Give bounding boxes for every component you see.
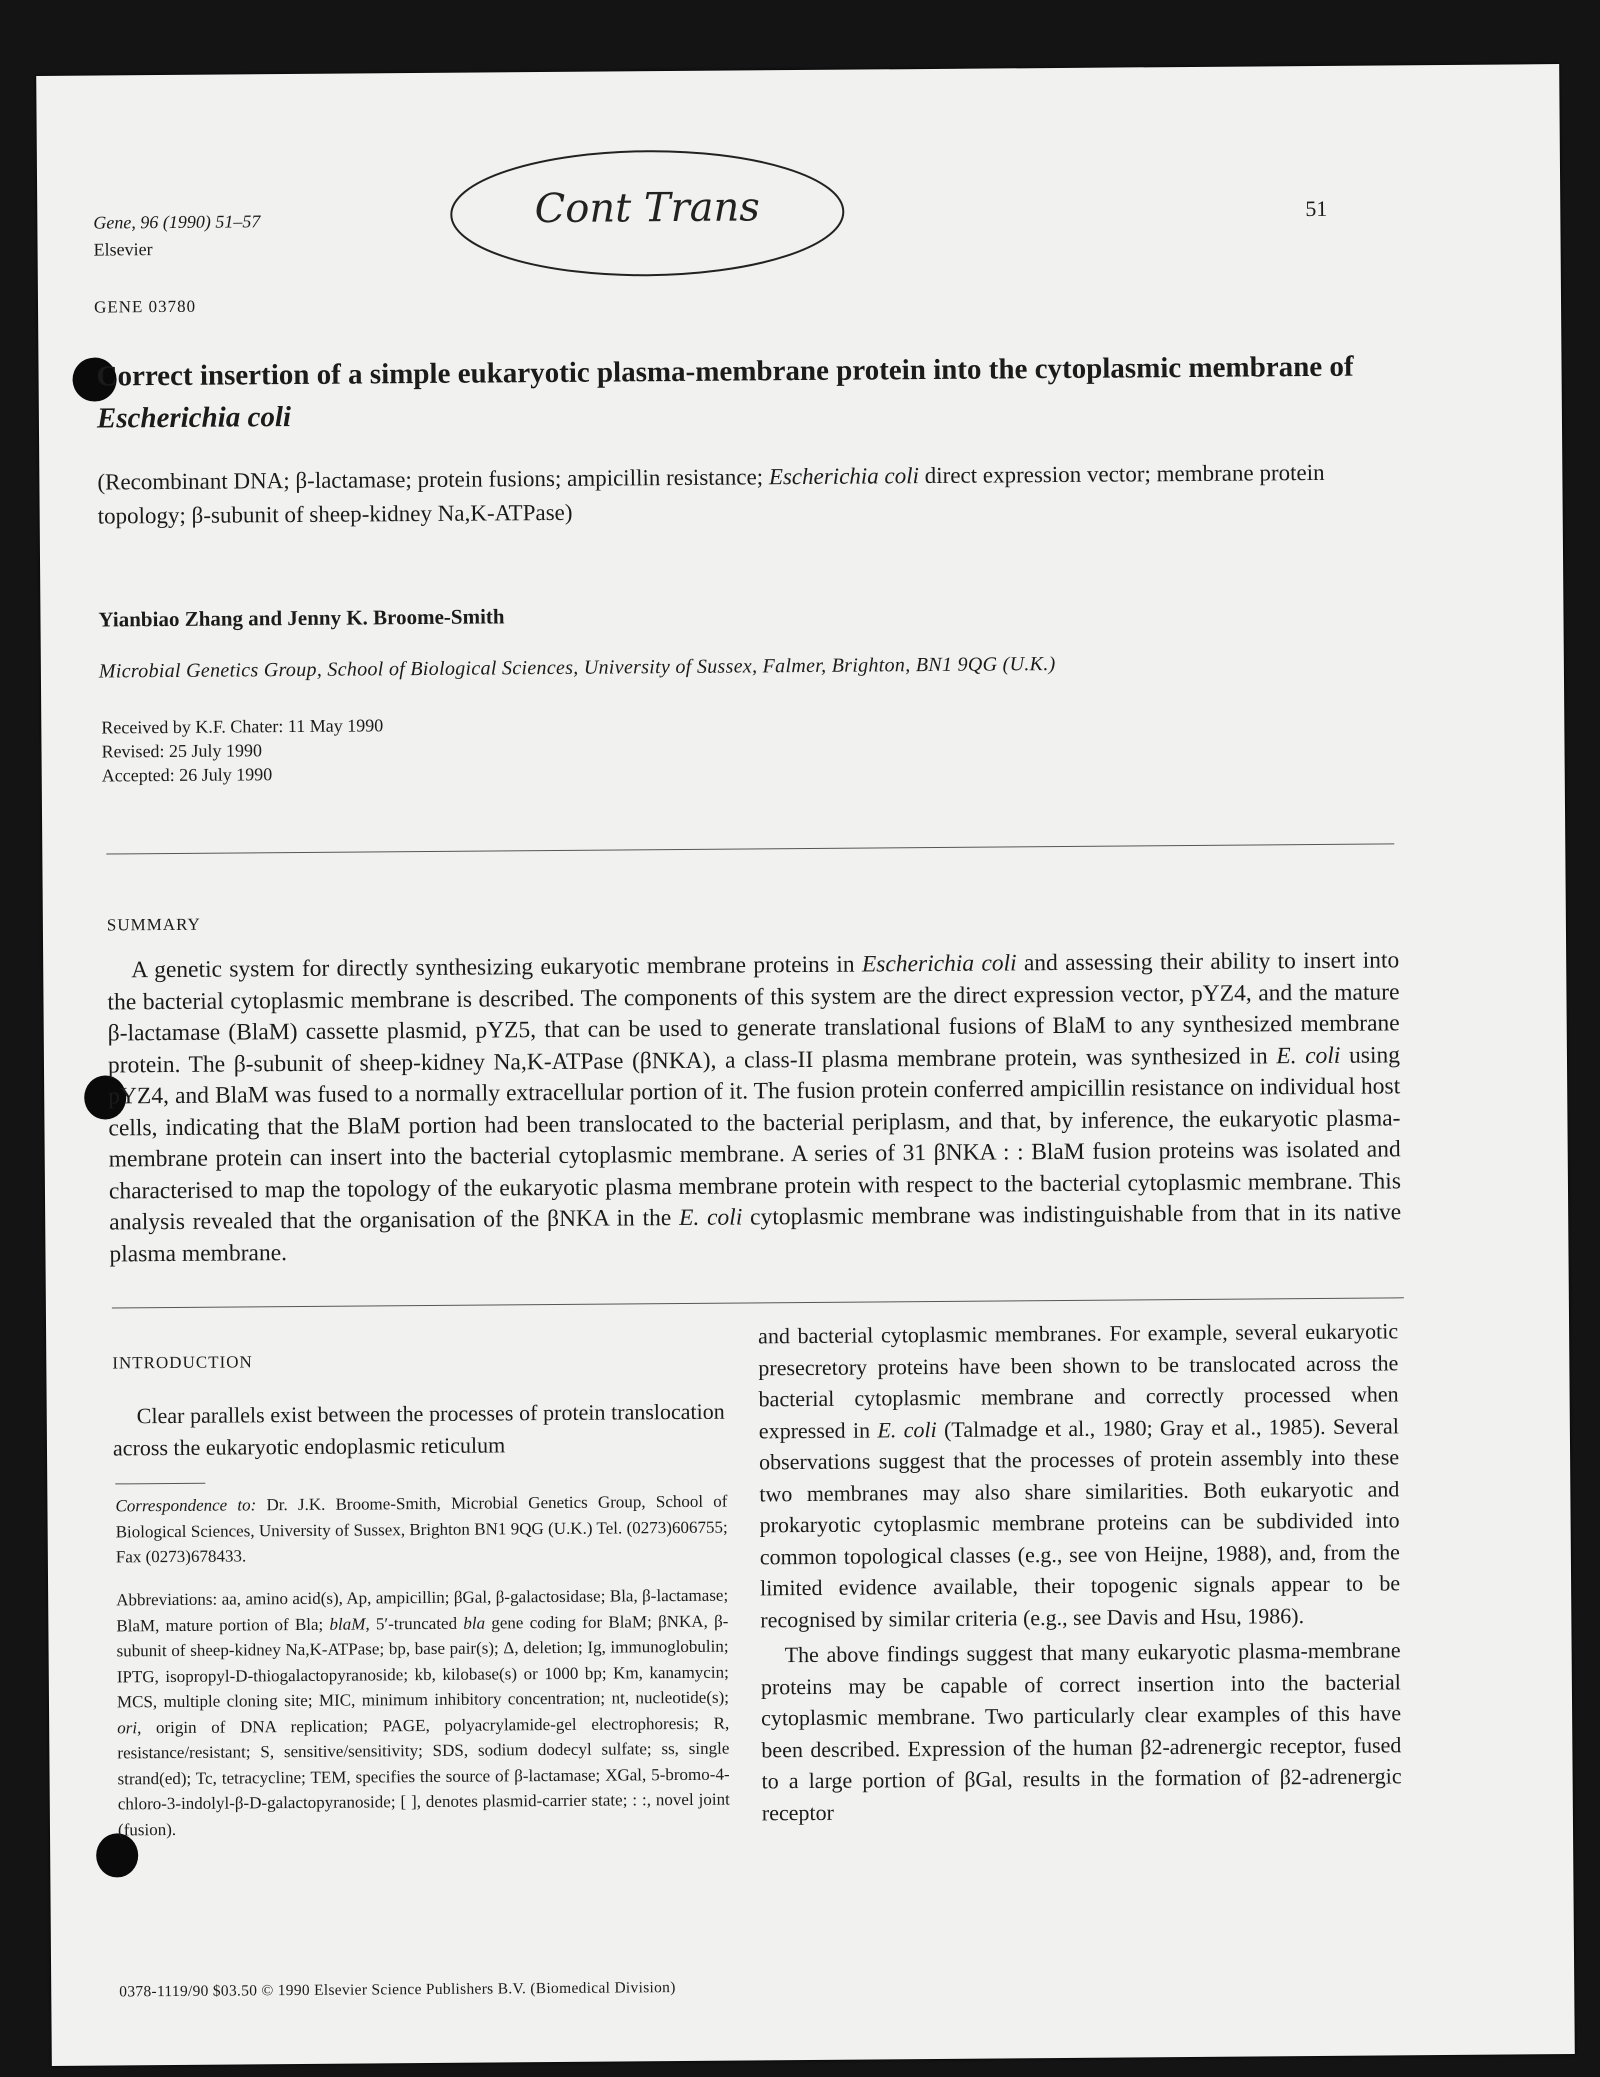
summary-part-4: cytoplasmic membrane was indistinguishable from that in its native plasma membrane.	[109, 1199, 1402, 1267]
title-main: Correct insertion of a simple eukaryotic plasma-membrane protein into the cytoplasmic membrane of	[96, 350, 1354, 393]
keywords-line2: protein topology; β-subunit of sheep-kidney Na,K-ATPase)	[97, 459, 1325, 529]
journal-line-2: Elsevier	[93, 239, 153, 260]
keywords	[97, 455, 1387, 533]
received-history	[101, 713, 383, 787]
gene-code: GENE 03780	[93, 296, 197, 317]
summary-part-2: and assessing their ability to insert into the bacterial cytoplasmic membrane is described. The components of this system are the direct expression vector, pYZ4, and the mature β-lactamase (BlaM) cassette plasmid, pYZ5, that can be used to generate translational fusions of BlaM to any synthesized membrane protein. The β-subunit of sheep-kidney Na,K-ATPase (βNKA), a class-II plasma membrane protein, was synthesized in	[107, 947, 1400, 1078]
introduction-heading: INTRODUCTION	[112, 1352, 253, 1373]
summary-heading: SUMMARY	[106, 914, 201, 935]
abbrev-part-d: , origin of DNA replication; PAGE, polyacrylamide-gel electrophoresis; R, resistance/resistant; S, sensitive/sensitivity; SDS, sodium dodecyl sulfate; ss, single strand(ed); Tc, tetracycline; TEM, specifies the source of β-lactamase; XGal, 5-bromo-4-chloro-3-indolyl-β-D-galactopyranoside; [ ], denotes plasmid-carrier state; : :, novel joint (fusion).	[117, 1713, 730, 1839]
rule-below-summary	[112, 1297, 1404, 1308]
accepted-date: Accepted: 26 July 1990	[101, 764, 273, 786]
abbreviations-note	[116, 1583, 730, 1843]
keywords-italic: Escherichia coli	[768, 463, 920, 490]
handwritten-annotation	[447, 142, 853, 285]
summary-italic-3: E. coli	[678, 1204, 743, 1231]
footer-copyright: 0378-1119/90 $03.50 © 1990 Elsevier Science Publishers B.V. (Biomedical Division)	[119, 1979, 676, 2001]
summary-italic-1: Escherichia coli	[861, 950, 1017, 978]
summary-part-3: using pYZ4, and BlaM was fused to a normally extracellular portion of it. The fusion protein conferred ampicillin resistance on individual host cells, indicating that the BlaM portion had been translocated to the bacterial periplasm, and that, by inference, the eukaryotic plasma-membrane protein can insert into the bacterial cytoplasmic membrane. A series of 31 βNKA : : BlaM fusion proteins was isolated and characterised to map the topology of the eukaryotic plasma membrane protein with respect to the bacterial cytoplasmic membrane. This analysis revealed that the organisation of the βNKA in the	[108, 1041, 1402, 1236]
paper-page	[36, 64, 1575, 2066]
right-p1-part-b: (Talmadge et al., 1980; Gray et al., 1985). Several observations suggest that the processes of protein assembly into these two membranes may also share similarities. Both eukaryotic and prokaryotic cytoplasmic membrane proteins can be subdivided into common topological classes (e.g., see von Heijne, 1988), and, from the limited evidence available, their topogenic signals appear to be recognised by similar criteria (e.g., see Davis and Hsu, 1986).	[759, 1412, 1401, 1632]
right-p1-italic: E. coli	[877, 1416, 937, 1442]
correspondence-label: Correspondence to:	[115, 1495, 257, 1516]
correspondence-text: Dr. J.K. Broome-Smith, Microbial Genetics Group, School of Biological Sciences, University of Sussex, Brighton BN1 9QG (U.K.) Tel. (0273)606755; Fax (0273)678433.	[115, 1491, 728, 1567]
affiliation: Microbial Genetics Group, School of Biological Sciences, University of Sussex, Falmer, Brighton, BN1 9QG (U.K.)	[98, 653, 1056, 683]
right-p1-part-a: and bacterial cytoplasmic membranes. For example, several eukaryotic presecretory proteins have been shown to be translocated across the bacterial cytoplasmic membrane and correctly processed when expressed in	[758, 1318, 1399, 1443]
correspondence-note	[115, 1489, 728, 1570]
summary-text	[107, 945, 1401, 1270]
authors: Yianbiao Zhang and Jenny K. Broome-Smith	[98, 604, 505, 632]
journal-reference	[93, 208, 260, 263]
summary-italic-2: E. coli	[1276, 1042, 1341, 1069]
abbrev-part-b: , 5′-truncated	[365, 1613, 464, 1633]
received-date: Received by K.F. Chater: 11 May 1990	[101, 715, 384, 738]
handwritten-note-text: Cont Trans	[534, 184, 761, 233]
journal-line-1: Gene, 96 (1990) 51–57	[93, 211, 261, 233]
revised-date: Revised: 25 July 1990	[101, 740, 263, 762]
keywords-line1a: (Recombinant DNA; β-lactamase; protein fusions; ampicillin resistance;	[97, 464, 769, 495]
keywords-line1b: direct expression vector; membrane	[918, 460, 1254, 489]
abbrev-part-a: Abbreviations: aa, amino acid(s), Ap, ampicillin; βGal, β-galactosidase; Bla, β-lactamase; BlaM, mature portion of Bla;	[116, 1585, 729, 1635]
page-number: 51	[1305, 195, 1328, 222]
introduction-left-paragraph: Clear parallels exist between the processes of protein translocation across the eukaryotic endoplasmic reticulum	[112, 1398, 725, 1460]
abbrev-ori: ori	[117, 1717, 138, 1737]
rule-above-summary	[106, 843, 1394, 854]
introduction-right-paragraph-2: The above findings suggest that many eukaryotic plasma-membrane proteins may be capable of correct insertion into the bacterial cytoplasmic membrane. Two particularly clear examples of this have been described. Expression of the human β2-adrenergic receptor, fused to a large portion of βGal, results in the formation of β2-adrenergic receptor	[760, 1637, 1402, 1825]
summary-part-1: A genetic system for directly synthesizing eukaryotic membrane proteins in	[131, 951, 862, 984]
abbrev-part-c: gene coding for BlaM; βNKA, β-subunit of sheep-kidney Na,K-ATPase; bp, base pair(s); Δ, deletion; Ig, immunoglobulin; IPTG, isopropyl-D-thiogalactopyranoside; kb, kilobase(s) or 1000 bp; Km, kanamycin; MCS, multiple cloning site; MIC, minimum inhibitory concentration; nt, nucleotide(s);	[116, 1611, 730, 1712]
footnote-rule	[115, 1483, 205, 1485]
introduction-left-text	[113, 1396, 725, 1464]
title-italic: Escherichia coli	[96, 401, 292, 435]
introduction-right-text	[758, 1315, 1402, 1828]
abbrev-blaM: blaM	[329, 1613, 366, 1634]
introduction-right-paragraph-1	[758, 1315, 1400, 1635]
abbrev-bla: bla	[463, 1613, 486, 1633]
article-title	[96, 345, 1397, 439]
